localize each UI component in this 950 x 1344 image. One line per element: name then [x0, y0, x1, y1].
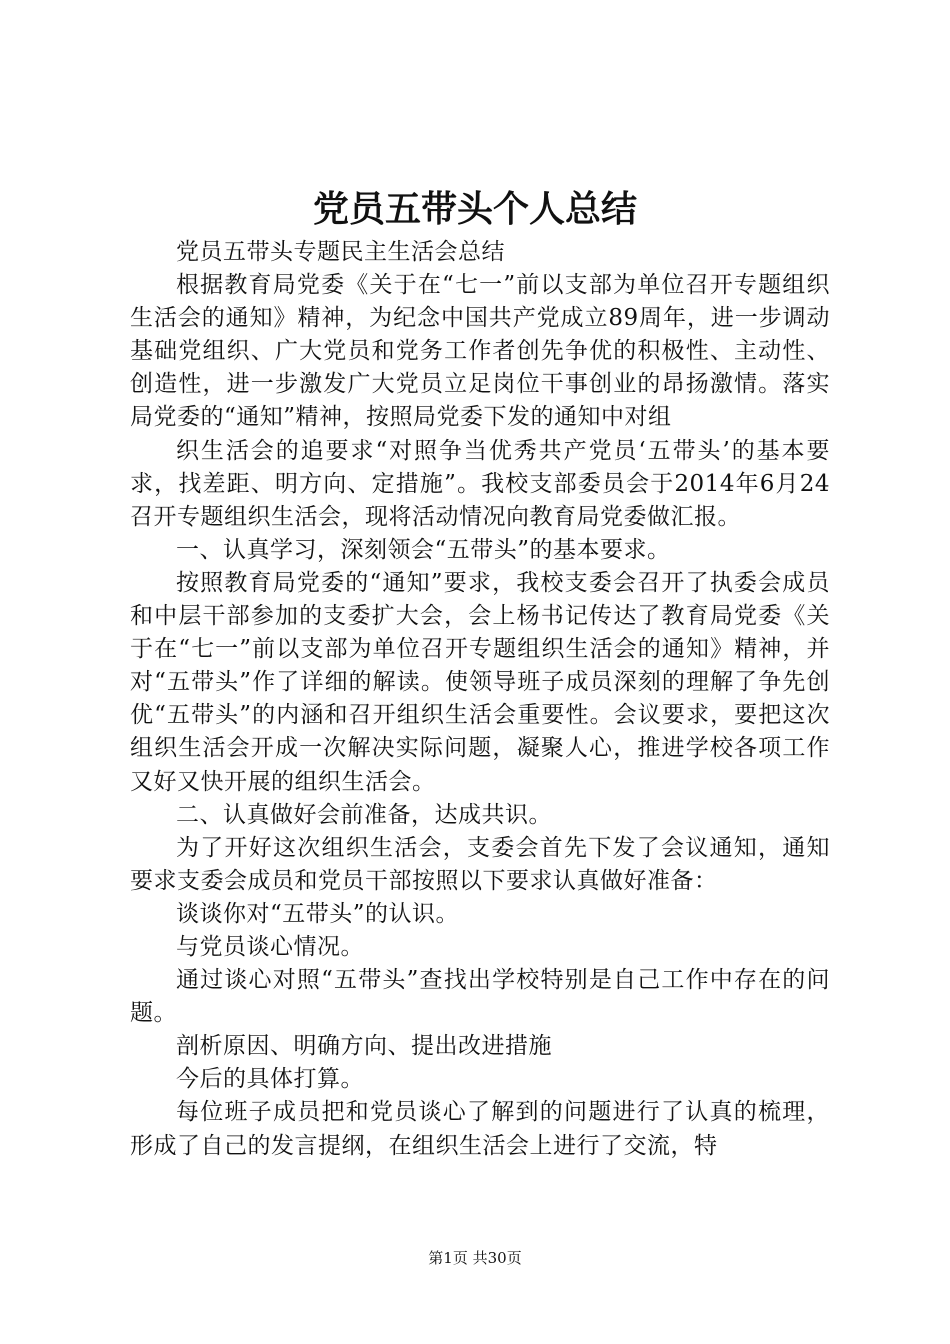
section-heading: 一、认真学习，深刻领会“五带头”的基本要求。 [176, 536, 671, 563]
document-body [130, 236, 830, 1163]
body-paragraph: 织生活会的追要求“对照争当优秀共产党员‘五带头’的基本要求，找差距、明方向、定措施”。我校支部委员会于2014年6月24召开专题组织生活会，现将活动情况向教育局党委做汇报。 [130, 437, 830, 530]
list-item: 今后的具体打算。 [176, 1066, 364, 1093]
list-item: 谈谈你对“五带头”的认识。 [176, 900, 460, 927]
list-item: 剖析原因、明确方向、提出改进措施 [176, 1033, 552, 1060]
body-paragraph: 为了开好这次组织生活会，支委会首先下发了会议通知，通知要求支委会成员和党员干部按照以下要求认真做好准备： [130, 834, 830, 894]
body-paragraph: 根据教育局党委《关于在“七一”前以支部为单位召开专题组织生活会的通知》精神，为纪念中国共产党成立89周年，进一步调动基础党组织、广大党员和党务工作者创先争优的积极性、主动性、创造性，进一步激发广大党员立足岗位干事创业的昂扬激情。落实局党委的“通知”精神，按照局党委下发的通知中对组 [130, 272, 830, 431]
list-item: 通过谈心对照“五带头”查找出学校特别是自己工作中存在的问题。 [130, 967, 830, 1027]
body-paragraph: 每位班子成员把和党员谈心了解到的问题进行了认真的梳理，形成了自己的发言提纲，在组织生活会上进行了交流，特 [130, 1099, 830, 1159]
subtitle-paragraph: 党员五带头专题民主生活会总结 [176, 239, 505, 265]
section-heading: 二、认真做好会前准备，达成共识。 [176, 801, 552, 828]
body-paragraph: 按照教育局党委的“通知”要求，我校支委会召开了执委会成员和中层干部参加的支委扩大会，会上杨书记传达了教育局党委《关于在“七一”前以支部为单位召开专题组织生活会的通知》精神，并对“五带头”作了详细的解读。使领导班子成员深刻的理解了争先创优“五带头”的内涵和召开组织生活会重要性。会议要求，要把这次组织生活会开成一次解决实际问题，凝聚人心，推进学校各项工作又好又快开展的组织生活会。 [130, 569, 830, 795]
page-title: 党员五带头个人总结 [312, 188, 637, 230]
page-number-footer: 第1页 共30页 [428, 1249, 522, 1267]
list-item: 与党员谈心情况。 [176, 933, 364, 960]
